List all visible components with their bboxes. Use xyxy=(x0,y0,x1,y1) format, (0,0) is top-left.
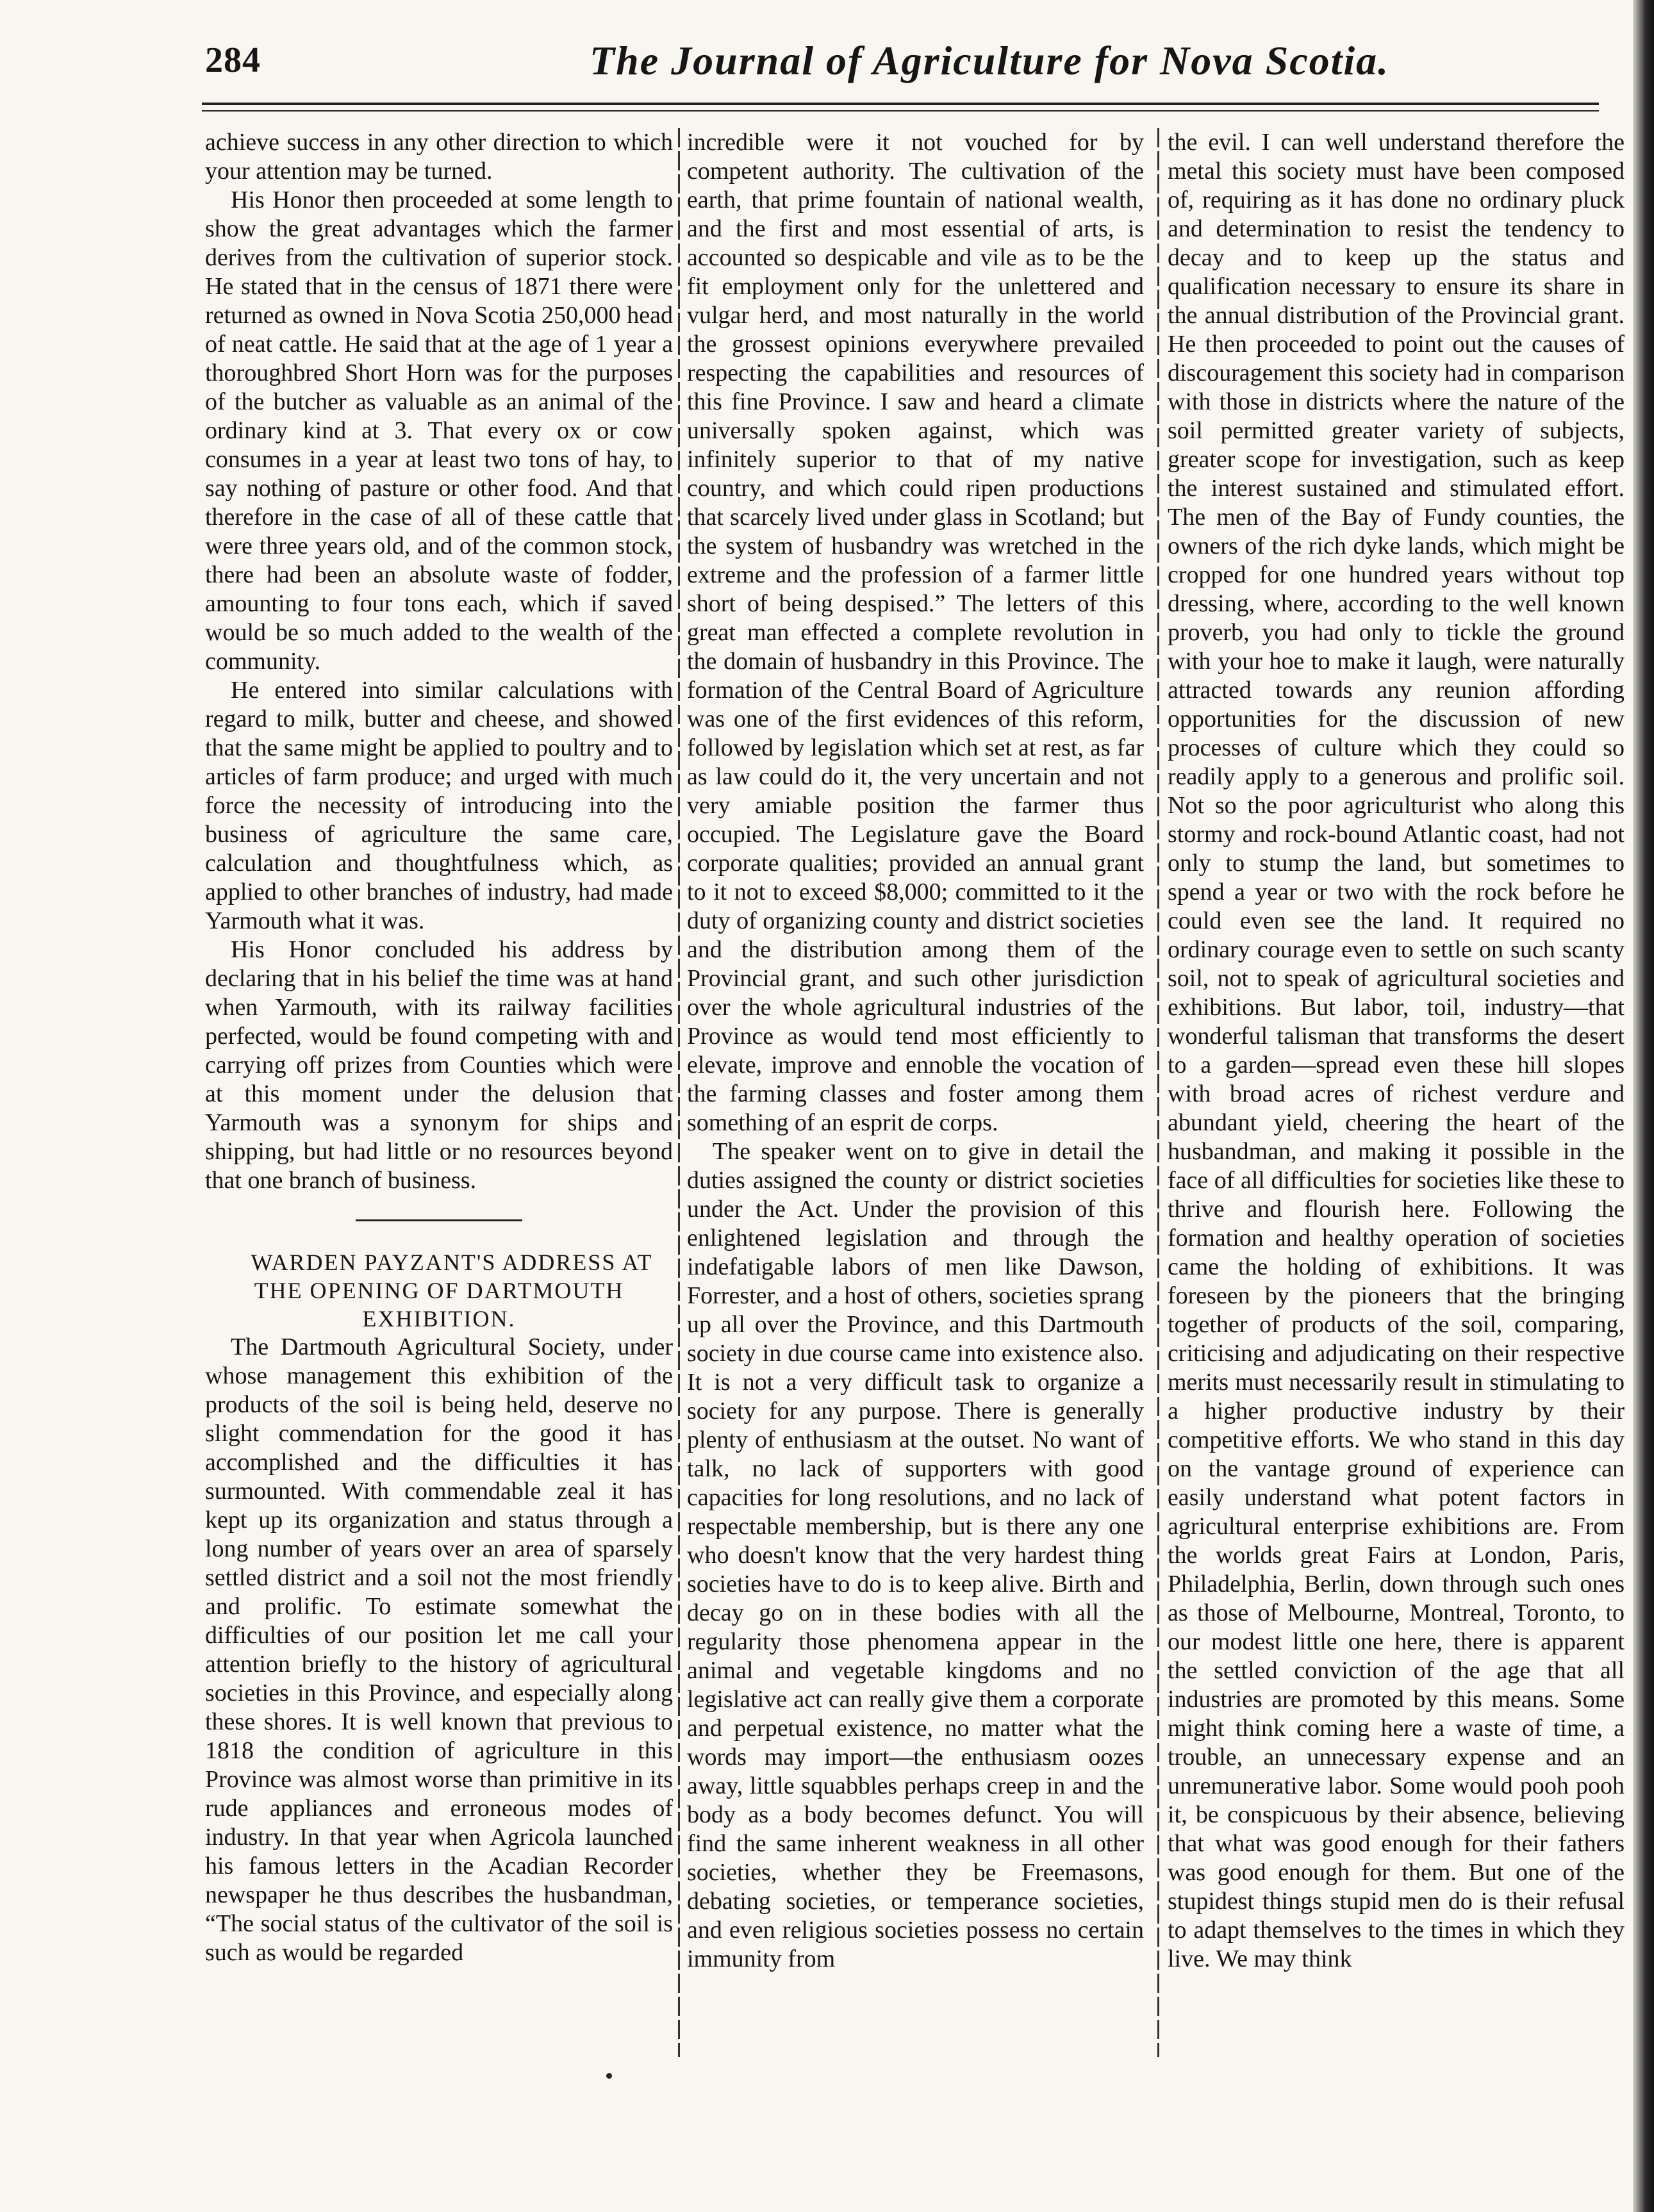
header-rule-thin xyxy=(202,110,1599,111)
header-rule xyxy=(202,103,1599,105)
text-column-3 xyxy=(1168,128,1625,2083)
text-column-2 xyxy=(687,128,1144,2083)
page-mark xyxy=(606,2073,612,2079)
page-number: 284 xyxy=(205,40,261,80)
text-column-1 xyxy=(205,128,673,2083)
column-divider xyxy=(1157,128,1159,2057)
paragraph: The Dartmouth Agricultural Society, under whose management this exhibition of the products of the soil is being held, deserve no slight commendation for the good it has accomplished and the difficulties it has surmounted. With commendable zeal it has kept up its organization and status through a long number of years over an area of sparsely settled district and a soil not the most friendly and prolific. To estimate somewhat the difficulties of our position let me call your attention briefly to the history of agricultural societies in this Province, and especially along these shores. It is well known that previous to 1818 the condition of agriculture in this Province was almost worse than primitive in its rude appliances and erroneous modes of industry. In that year when Agricola launched his famous letters in the Acadian Recorder newspaper he thus describes the husbandman, “The social status of the cultivator of the soil is such as would be regarded xyxy=(205,1333,673,1966)
paragraph: His Honor then proceeded at some length to show the great advantages which the farmer derives from the cultivation of superior stock. He stated that in the census of 1871 there were returned as owned in Nova Scotia 250,000 head of neat cattle. He said that at the age of 1 year a thoroughbred Short Horn was for the purposes of the butcher as valuable as an animal of the ordinary kind at 3. That every ox or cow consumes in a year at least two tons of hay, to say nothing of pasture or other food. And that therefore in the case of all of these cattle that were three years old, and of the common stock, there had been an absolute waste of fodder, amounting to four tons each, which if saved would be so much added to the wealth of the community. xyxy=(205,186,673,675)
article-heading: WARDEN PAYZANT'S ADDRESS AT THE OPENING OF DARTMOUTH EXHIBITION. xyxy=(251,1250,653,1332)
paragraph: the evil. I can well understand therefore the metal this society must have been composed of, requiring as it has done no ordinary pluck and determination to resist the tendency to decay and to keep up the status and qualification necessary to ensure its share in the annual distribution of the Provincial grant. He then proceeded to point out the causes of discouragement this society had in comparison with those in districts where the nature of the soil permitted greater variety of subjects, greater scope for investigation, such as keep the interest sustained and stimulated effort. The men of the Bay of Fundy counties, the owners of the rich dyke lands, which might be cropped for one hundred years without top dressing, where, according to the well known proverb, you had only to tickle the ground with your hoe to make it laugh, were naturally attracted towards any reunion affording opportunities for the discussion of new processes of culture which they could so readily apply to a generous and prolific soil. Not so the poor agriculturist who along this stormy and rock-bound Atlantic coast, had not only to stump the land, but sometimes to spend a year or two with the rock before he could even see the land. It required no ordinary courage even to settle on such scanty soil, not to speak of agricultural societies and exhibitions. But labor, toil, industry—that wonderful talisman that transforms the desert to a garden—spread even these hill slopes with broad acres of richest verdure and abundant yield, cheering the heart of the husbandman, and making it possible in the face of all difficulties for societies like these to thrive and flourish here. Following the formation and healthy operation of societies came the holding of exhibitions. It was foreseen by the pioneers that the bringing together of products of the soil, comparing, criticising and adjudicating on their respective merits must necessarily result in stimulating to a higher productive industry by their competitive efforts. We who stand in this day on the vantage ground of experience can easily understand what potent factors in agricultural enterprise exhibitions are. From the worlds great Fairs at London, Paris, Philadelphia, Berlin, down through such ones as those of Melbourne, Montreal, Toronto, to our modest little one here, there is apparent the settled conviction of the age that all industries are promoted by this means. Some might think coming here a waste of time, a trouble, an unnecessary expense and an unremunerative labor. Some would pooh pooh it, be conspicuous by their absence, believing that what was good enough for their fathers was good enough for them. But one of the stupidest things stupid men do is their refusal to adapt themselves to the times in which they live. We may think xyxy=(1168,129,1625,1972)
section-separator xyxy=(356,1219,522,1221)
journal-title: The Journal of Agriculture for Nova Scotia. xyxy=(590,38,1390,83)
column-divider xyxy=(678,128,680,2057)
paragraph: achieve success in any other direction to which your attention may be turned. xyxy=(205,129,673,185)
paragraph: He entered into similar calculations with regard to milk, butter and cheese, and showed that the same might be applied to poultry and to articles of farm produce; and urged with much force the necessity of introducing into the business of agriculture the same care, calculation and thoughtfulness which, as applied to other branches of industry, had made Yarmouth what it was. xyxy=(205,677,673,934)
paragraph: The speaker went on to give in detail the duties assigned the county or district societies under the Act. Under the provision of this enlightened legislation and through the indefatigable labors of men like Dawson, Forrester, and a host of others, societies sprang up all over the Province, and this Dartmouth society in due course came into existence also. It is not a very difficult task to organize a society for any purpose. There is generally plenty of enthusiasm at the outset. No want of talk, no lack of supporters with good capacities for long resolutions, and no lack of respectable membership, but is there any one who doesn't know that the very hardest thing societies have to do is to keep alive. Birth and decay go on in these bodies with all the regularity those phenomena appear in the animal and vegetable kingdoms and no legislative act can really give them a corporate and perpetual existence, no matter what the words may import—the enthusiasm oozes away, little squabbles perhaps creep in and the body as a body becomes defunct. You will find the same inherent weakness in all other societies, whether they be Freemasons, debating societies, or temperance societies, and even religious societies possess no certain immunity from xyxy=(687,1138,1144,1972)
page-binding-edge xyxy=(1633,0,1654,2212)
paragraph: incredible were it not vouched for by competent authority. The cultivation of the earth, that prime fountain of national wealth, and the first and most essential of arts, is accounted so despicable and vile as to be the fit employment only for the unlettered and vulgar herd, and most naturally in the world the grossest opinions everywhere prevailed respecting the capabilities and resources of this fine Province. I saw and heard a climate universally spoken against, which was infinitely superior to that of my native country, and which could ripen productions that scarcely lived under glass in Scotland; but the system of husbandry was wretched in the extreme and the profession of a farmer little short of being despised.” The letters of this great man effected a complete revolution in the domain of husbandry in this Province. The formation of the Central Board of Agriculture was one of the first evidences of this reform, followed by legislation which set at rest, as far as law could do it, the very uncertain and not very amiable position the farmer thus occupied. The Legislature gave the Board corporate qualities; provided an annual grant to it not to exceed $8,000; committed to it the duty of organizing county and district societies and the distribution among them of the Provincial grant, and such other jurisdiction over the whole agricultural industries of the Province as would tend most efficiently to elevate, improve and ennoble the vocation of the farming classes and foster among them something of an esprit de corps. xyxy=(687,129,1144,1136)
paragraph: His Honor concluded his address by declaring that in his belief the time was at hand when Yarmouth, with its railway facilities perfected, would be found competing with and carrying off prizes from Counties which were at this moment under the delusion that Yarmouth was a synonym for ships and shipping, but had little or no resources beyond that one branch of business. xyxy=(205,936,673,1194)
page-header xyxy=(205,37,1602,104)
